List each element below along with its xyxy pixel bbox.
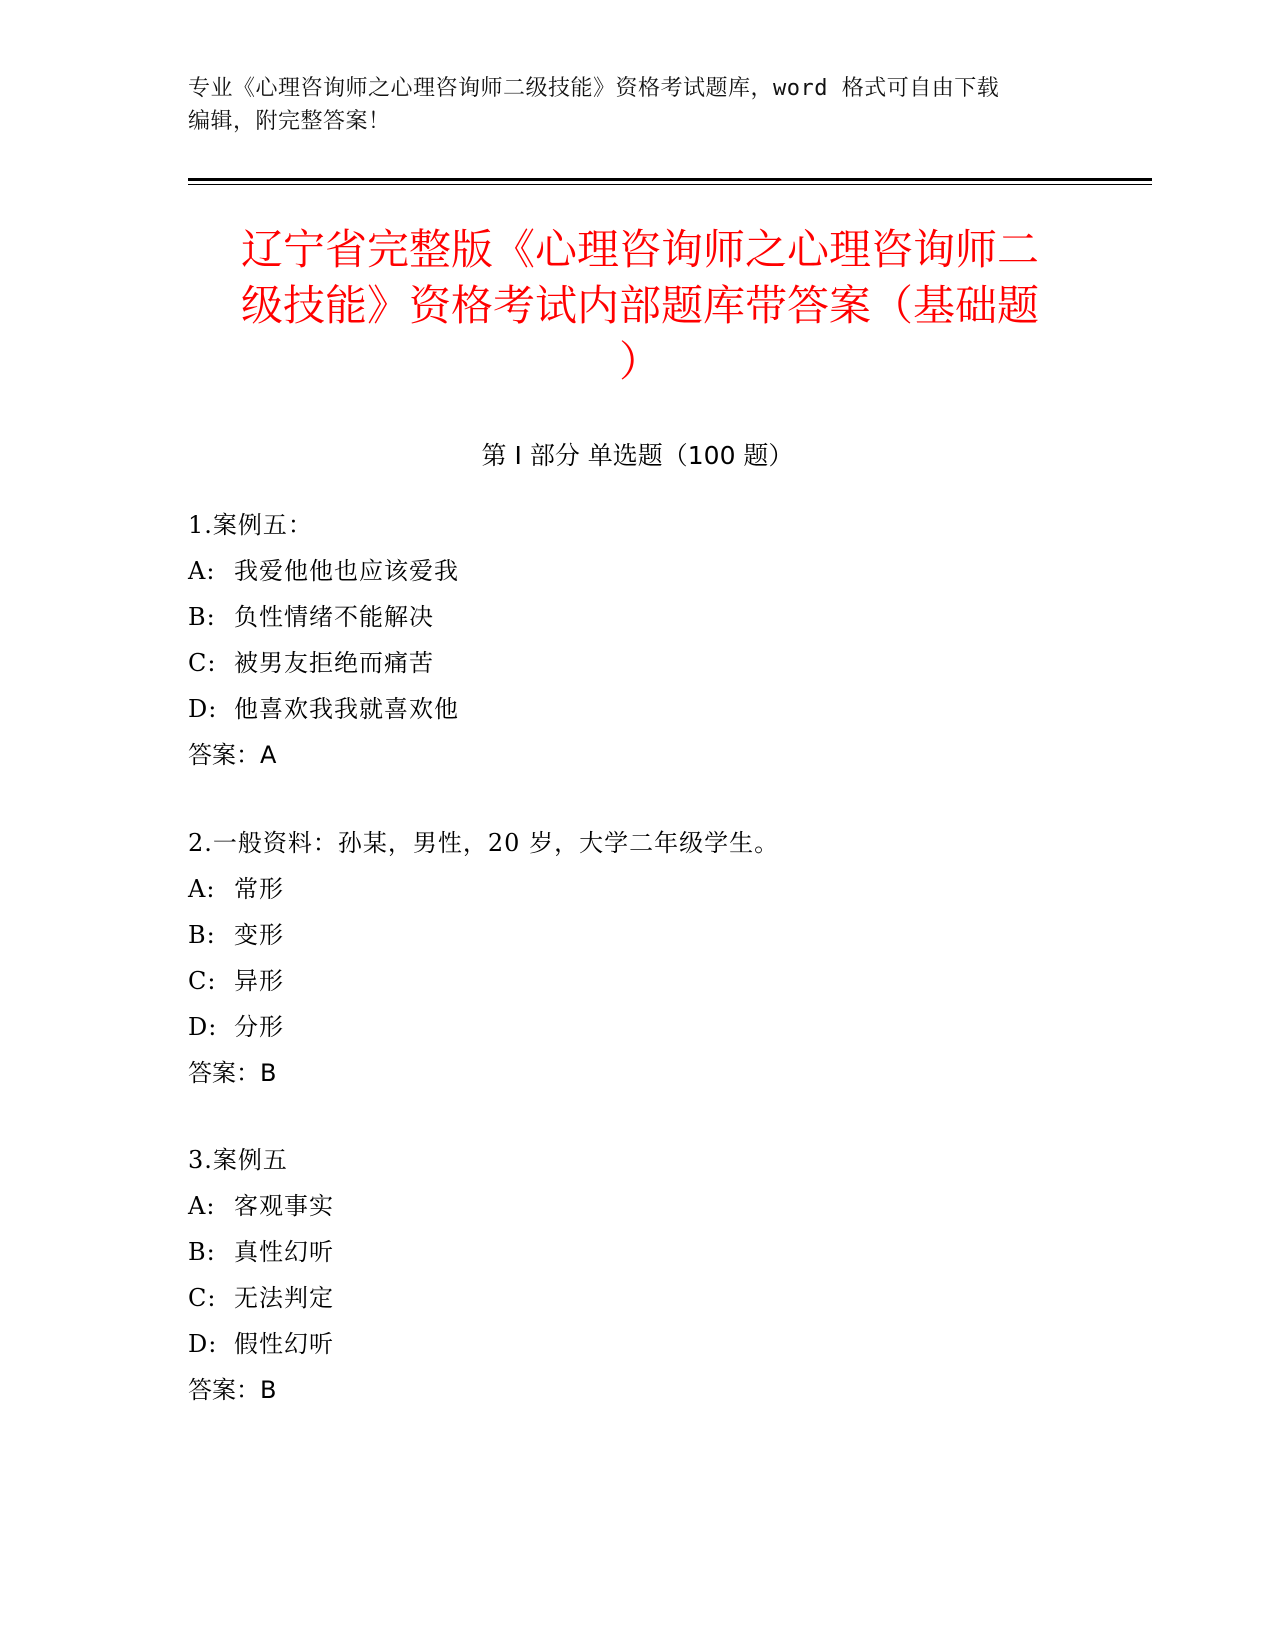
- document-title-line-3: ）: [618, 337, 661, 386]
- option-letter: D:: [188, 1330, 218, 1358]
- option-text: 分形: [234, 1013, 284, 1041]
- header-note-line-2: 编辑，附完整答案！: [188, 109, 391, 134]
- option-letter: B:: [188, 1238, 216, 1266]
- option-d: [188, 1004, 1088, 1050]
- option-letter: A:: [188, 1192, 216, 1220]
- option-text: 他喜欢我我就喜欢他: [234, 695, 459, 723]
- header-note-line-1: 专业《心理咨询师之心理咨询师二级技能》资格考试题库，word 格式可自由下载: [188, 76, 1000, 101]
- question-stem: 2.一般资料：孙某，男性，20 岁，大学二年级学生。: [188, 829, 780, 857]
- document-title: [190, 222, 1090, 390]
- question-answer: 答案：A: [188, 741, 277, 769]
- option-text: 负性情绪不能解决: [234, 603, 434, 631]
- option-letter: C:: [188, 649, 217, 677]
- document-title-line-2: 级技能》资格考试内部题库带答案（基础题: [240, 281, 1039, 330]
- question-1: [188, 502, 1088, 778]
- header-divider-thin: [188, 184, 1152, 185]
- option-letter: D:: [188, 1013, 218, 1041]
- header-divider-thick: [188, 178, 1152, 181]
- question-2: [188, 820, 1088, 1096]
- option-text: 假性幻听: [234, 1330, 334, 1358]
- option-c: [188, 958, 1088, 1004]
- section-heading: 第 I 部分 单选题（100 题）: [481, 441, 794, 470]
- option-text: 被男友拒绝而痛苦: [234, 649, 434, 677]
- option-d: [188, 1321, 1088, 1367]
- option-text: 客观事实: [234, 1192, 334, 1220]
- option-b: [188, 912, 1088, 958]
- option-b: [188, 594, 1088, 640]
- document-title-line-1: 辽宁省完整版《心理咨询师之心理咨询师二: [240, 225, 1039, 274]
- option-text: 变形: [234, 921, 284, 949]
- question-answer: 答案：B: [188, 1376, 277, 1404]
- option-text: 异形: [234, 967, 284, 995]
- question-3: [188, 1137, 1088, 1413]
- option-letter: C:: [188, 1284, 217, 1312]
- option-text: 我爱他他也应该爱我: [234, 557, 459, 585]
- option-letter: B:: [188, 921, 216, 949]
- option-b: [188, 1229, 1088, 1275]
- option-letter: C:: [188, 967, 217, 995]
- option-text: 真性幻听: [234, 1238, 334, 1266]
- option-c: [188, 1275, 1088, 1321]
- option-letter: A:: [188, 875, 216, 903]
- option-letter: B:: [188, 603, 216, 631]
- header-note: [188, 72, 1068, 138]
- option-c: [188, 640, 1088, 686]
- option-text: 无法判定: [234, 1284, 334, 1312]
- question-answer: 答案：B: [188, 1059, 277, 1087]
- option-a: [188, 866, 1088, 912]
- option-letter: D:: [188, 695, 218, 723]
- question-stem: 3.案例五: [188, 1146, 288, 1174]
- option-a: [188, 548, 1088, 594]
- option-a: [188, 1183, 1088, 1229]
- question-stem: 1.案例五：: [188, 511, 313, 539]
- option-letter: A:: [188, 557, 216, 585]
- option-d: [188, 686, 1088, 732]
- option-text: 常形: [234, 875, 284, 903]
